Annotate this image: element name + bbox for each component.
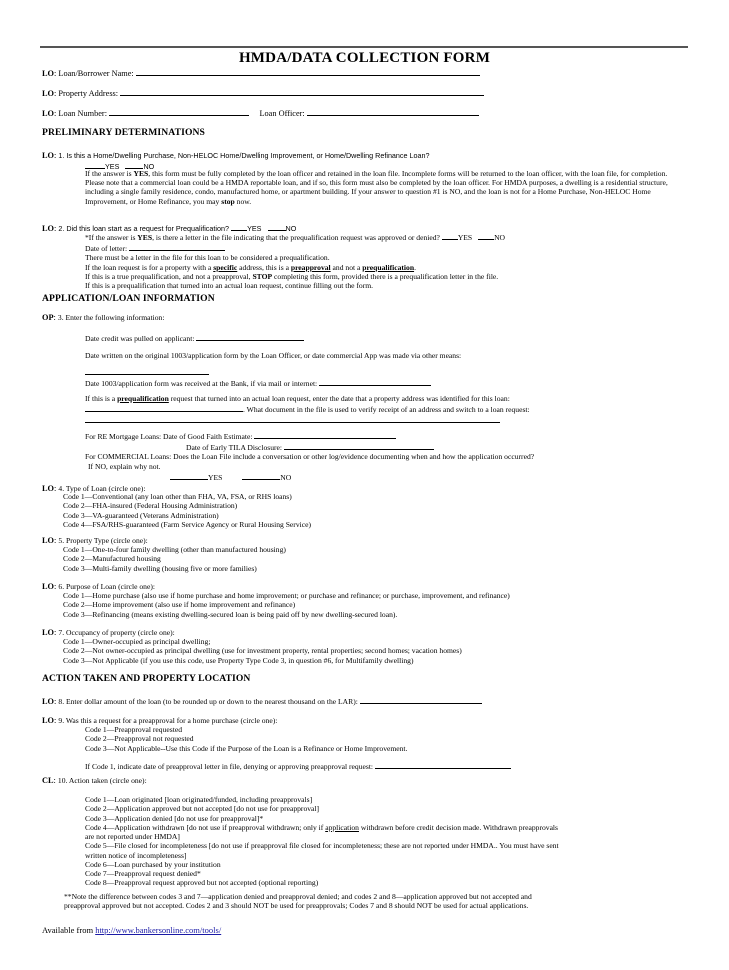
question-4-text: 4. Type of Loan (circle one): [58, 484, 146, 493]
q3-prequal-line-3 [85, 414, 685, 425]
loan-officer-input[interactable] [307, 107, 479, 116]
q2-text: . [414, 262, 416, 272]
q3-yes-label: YES [208, 472, 223, 482]
q3-prequal-line [85, 394, 685, 403]
q7-codes [63, 637, 462, 665]
question-10: CL: 10. Action taken (circle one): [42, 776, 147, 785]
loan-number-field[interactable]: LO: Loan Number: Loan Officer: [42, 107, 479, 119]
q3-tila-input[interactable] [284, 441, 434, 450]
q4-code-4[interactable]: Code 4—FSA/RHS-guaranteed (Farm Service Agency or Rural Housing Service) [63, 519, 312, 529]
q2-letter-no-blank[interactable] [478, 231, 494, 240]
role-label: LO [42, 109, 54, 118]
borrower-name-input[interactable] [136, 67, 480, 76]
q3-gfe-label: For RE Mortgage Loans: Date of Good Faith Estimate: [85, 432, 253, 441]
q5-code-1[interactable]: Code 1—One-to-four family dwelling (other than manufactured housing) [63, 545, 286, 554]
q9-date-input[interactable] [375, 760, 511, 769]
q9-followup [85, 760, 511, 771]
q2-line-1 [85, 231, 685, 242]
property-address-field[interactable]: LO: Property Address: [42, 87, 484, 99]
q2-line-4 [85, 263, 685, 272]
section-preliminary: PRELIMINARY DETERMINATIONS [42, 127, 205, 138]
q2-letter-yes-blank[interactable] [442, 231, 458, 240]
role-label: OP [42, 313, 54, 322]
q10-code-7[interactable]: Code 7—Preapproval request denied* [85, 869, 201, 879]
q6-code-2[interactable]: Code 2—Home improvement (also use if home improvement and refinance) [63, 600, 296, 610]
q3-text: If this is a [85, 394, 118, 403]
q2-text: If the loan request is for a property with a [85, 262, 214, 272]
q2-bold: YES [137, 233, 153, 242]
role-label: LO [42, 224, 54, 233]
q3-explain: If NO, explain why not. [88, 461, 161, 471]
question-9: LO: 9. Was this a request for a preapproval for a home purchase (circle one): [42, 716, 278, 725]
q3-commercial: For COMMERCIAL Loans: Does the Loan File include a conversation or other log/evidence documenting when and how the application occurred? [85, 452, 535, 462]
property-address-input[interactable] [120, 87, 484, 96]
q1-yes-label: YES [105, 162, 120, 171]
q6-codes [63, 591, 510, 619]
q6-code-1[interactable]: Code 1—Home purchase (also use if home purchase and home improvement; or purchase and refinance; or purchase, improvement, and refinance) [63, 591, 510, 600]
role-label: LO [42, 69, 54, 78]
q1-no-blank[interactable] [125, 160, 143, 169]
q2-letter-no: NO [494, 233, 506, 242]
question-8: LO: 8. Enter dollar amount of the loan (to be rounded up or down to the nearest thousand on the LAR): [42, 695, 482, 707]
q7-code-1[interactable]: Code 1—Owner-occupied as principal dwelling; [63, 637, 211, 646]
q1-yes-blank[interactable] [85, 160, 105, 169]
q6-code-3[interactable]: Code 3—Refinancing (means existing dwelling-secured loan is being paid off by new dwelling-secured loan). [63, 609, 398, 619]
loan-number-input[interactable] [109, 107, 249, 116]
q2-text: , is there a letter in the file indicating that the prequalification request was approved or denied? [152, 233, 440, 242]
q10-codes [85, 795, 685, 832]
q10-code-4[interactable] [85, 823, 685, 832]
role-label: LO [42, 582, 54, 591]
question-6-text: 6. Purpose of Loan (circle one): [58, 582, 155, 591]
q2-line-3: There must be a letter in the file for this loan to be considered a prequalification. [85, 253, 330, 263]
question-4: LO: 4. Type of Loan (circle one): [42, 484, 146, 493]
question-6: LO: 6. Purpose of Loan (circle one): [42, 582, 155, 591]
q2-bold: preapproval [290, 262, 331, 272]
q2-bold: STOP [252, 271, 273, 281]
q10-note-2: preapproval approved but not accepted. Codes 2 and 3 should NOT be used for preapprovals; Codes 7 and 8 should NOT be used for actual applications. [64, 901, 529, 911]
q1-note-part: , this form must be fully completed by the loan officer and retained in the loan file. Incomplete forms will be returned to the loan officer, with the loan file, for completion. Please note that a commercial loan could be a HMDA reportable loan, and if so, this form must also be completed by the loan officer. For HMDA purposes, a dwelling is a residential structure, including a single family residence, condo, manufactured home, or apartment building. If your answer to question #1 is NO, and the loan is not for a Home Purchase, Non-HELOC Home Improvement, or Home Refinance, you may [85, 169, 668, 206]
q3-written [85, 351, 461, 360]
q3-no-blank[interactable] [242, 471, 280, 480]
role-label: LO [42, 536, 54, 545]
q10-underlined: application [325, 822, 359, 832]
q10-code-4-cont-text: are not reported under HMDA] [85, 832, 180, 841]
q10-code-5[interactable]: Code 5—File closed for incompleteness [do not use if preapproval file closed for incompleteness; these are not reported under HMDA.. You must have sent [85, 841, 559, 851]
question-3-text: 3. Enter the following information: [57, 313, 165, 322]
q3-gfe-line [85, 430, 685, 441]
q2-yes-blank[interactable] [231, 222, 247, 231]
q3-received-input[interactable] [319, 377, 431, 386]
q3-credit [85, 332, 304, 343]
q3-received-label: Date 1003/application form was received at the Bank, if via mail or internet: [85, 379, 318, 388]
q1-note-bold: YES [133, 169, 149, 178]
q3-written-label: Date written on the original 1003/application form by the Loan Officer, or date commercial App was made via other means: [85, 351, 462, 360]
q10-code-1[interactable]: Code 1—Loan originated [loan originated/funded, including preapprovals] [85, 795, 313, 804]
q2-text: and not a [330, 262, 363, 272]
q2-yes-label: YES [247, 224, 262, 233]
q7-code-2[interactable]: Code 2—Not owner-occupied as principal dwelling (use for investment property, rental properties; second homes; vacation homes) [63, 646, 462, 656]
q9-followup-label: If Code 1, indicate date of preapproval letter in file, denying or approving preapproval request: [85, 762, 374, 771]
role-label: LO [42, 151, 54, 160]
q2-text: If this is a true prequalification, and not a preapproval, [85, 271, 253, 281]
question-7: LO: 7. Occupancy of property (circle one): [42, 628, 175, 637]
q4-code-1[interactable]: Code 1—Conventional (any loan other than FHA, VA, FSA, or RHS loans) [63, 492, 292, 501]
q2-bold: specific [213, 262, 238, 272]
q2-text: *If the answer is [85, 233, 138, 242]
borrower-name-label: Loan/Borrower Name: [58, 69, 134, 78]
q4-codes [63, 492, 311, 529]
q10-code-8[interactable]: Code 8—Preapproval request approved but not accepted (optional reporting) [85, 878, 319, 888]
q10-code-3[interactable]: Code 3—Application denied [do not use for preapproval]* [85, 813, 264, 823]
question-2: LO: 2. Did this loan start as a request for Prequalification? YES NO [42, 224, 297, 233]
role-label: LO [42, 484, 54, 493]
q9-code-2[interactable]: Code 2—Preapproval not requested [85, 734, 194, 744]
role-label: CL [42, 776, 54, 785]
question-1-text: 1. Is this a Home/Dwelling Purchase, Non-HELOC Home/Dwelling Improvement, or Home/Dwelling Refinance Loan? [58, 151, 430, 160]
q3-gfe-input[interactable] [254, 430, 396, 439]
q2-text: completing this form, provided there is a prequalification letter in the file. [272, 271, 499, 281]
q1-no-label: NO [143, 162, 155, 171]
property-address-label: Property Address: [58, 89, 119, 98]
question-5-text: 5. Property Type (circle one): [58, 536, 148, 545]
q2-no-blank[interactable] [268, 222, 286, 231]
role-label: LO [42, 628, 54, 637]
section-action: ACTION TAKEN AND PROPERTY LOCATION [42, 673, 251, 684]
q2-text: address, this is a [237, 262, 291, 272]
top-rule [40, 46, 688, 48]
q10-note [64, 892, 532, 911]
question-3: OP: 3. Enter the following information: [42, 313, 165, 322]
q9-code-3[interactable]: Code 3—Not Applicable--Use this Code if the Purpose of the Loan is a Refinance or Home Improvement. [85, 743, 408, 753]
role-label: LO [42, 716, 54, 725]
q10-text: withdrawn before credit decision made. Withdrawn preapprovals [358, 822, 559, 832]
question-8-text: 8. Enter dollar amount of the loan (to be rounded up or down to the nearest thousand on the LAR): [58, 697, 358, 706]
q3-prequal [85, 394, 685, 426]
q4-code-3[interactable]: Code 3—VA-guaranteed (Veterans Administration) [63, 510, 219, 520]
q10-code-4-cont [85, 832, 559, 888]
question-2-text: 2. Did this loan start as a request for Prequalification? [58, 224, 229, 233]
q2-line-2 [85, 242, 685, 253]
q10-code-2[interactable]: Code 2—Application approved but not accepted [do not use for preapproval] [85, 804, 320, 814]
q3-address-date-input[interactable] [85, 403, 243, 412]
q4-code-2[interactable]: Code 2—FHA-insured (Federal Housing Administration) [63, 501, 238, 511]
q3-prequal-line-2 [85, 403, 685, 414]
footer-prefix: Available from [42, 925, 96, 935]
question-9-text: 9. Was this a request for a preapproval for a home purchase (circle one): [58, 716, 278, 725]
q7-code-3[interactable]: Code 3—Not Applicable (if you use this code, use Property Type Code 3, in question #6, for Multifamily dwelling) [63, 655, 414, 665]
q3-credit-input[interactable] [196, 332, 304, 341]
role-label: LO [42, 89, 54, 98]
q2-no-label: NO [285, 224, 297, 233]
q1-note-part: now. [234, 196, 252, 206]
q3-tila-label: Date of Early TILA Disclosure: [186, 443, 283, 453]
q1-note-part: If the answer is [85, 169, 134, 178]
q9-code-1[interactable]: Code 1—Preapproval requested [85, 725, 183, 734]
q3-received [85, 377, 431, 388]
question-7-text: 7. Occupancy of property (circle one): [58, 628, 175, 637]
q9-codes [85, 725, 407, 753]
q8-amount-input[interactable] [360, 695, 482, 704]
question-1: LO: 1. Is this a Home/Dwelling Purchase, Non-HELOC Home/Dwelling Improvement, or Home/Dwelling Refinance Loan? [42, 151, 430, 160]
q10-code-5-cont: written notice of incompleteness] [85, 850, 187, 860]
loan-number-label: Loan Number: [58, 109, 108, 118]
role-label: LO [42, 697, 54, 706]
question-5: LO: 5. Property Type (circle one): [42, 536, 148, 545]
footer [42, 925, 221, 935]
q3-document-input[interactable] [85, 414, 500, 423]
q10-note-1: **Note the difference between codes 3 and 7—application denied and preapproval denied; and codes 2 and 8—application approved but not accepted and [64, 892, 532, 901]
q3-no-label: NO [280, 472, 292, 482]
footer-link[interactable]: http://www.bankersonline.com/tools/ [95, 925, 222, 935]
q3-text: request that turned into an actual loan request, enter the date that a property address was identified for this loan: [168, 394, 510, 403]
q2-bold: prequalification [362, 262, 415, 272]
q2-line-6: If this is a prequalification that turned into an actual loan request, continue filling out the form. [85, 281, 374, 291]
q3-tila-line [85, 441, 685, 452]
q3-mortgage [85, 430, 685, 482]
form-title: HMDA/DATA COLLECTION FORM [238, 50, 491, 66]
loan-officer-label: Loan Officer: [259, 109, 305, 118]
q5-code-2[interactable]: Code 2—Manufactured housing [63, 554, 161, 564]
question-10-text: 10. Action taken (circle one): [57, 776, 147, 785]
q3-credit-label: Date credit was pulled on applicant: [85, 334, 195, 343]
q2-date-input[interactable] [129, 242, 225, 251]
q3-yes-blank[interactable] [170, 471, 208, 480]
q5-code-3[interactable]: Code 3—Multi-family dwelling (housing five or more families) [63, 563, 257, 573]
section-application: APPLICATION/LOAN INFORMATION [42, 293, 215, 304]
q3-bold: prequalification [117, 394, 169, 403]
q2-letter-yes: YES [457, 233, 473, 242]
q10-code-6[interactable]: Code 6—Loan purchased by your institution [85, 859, 221, 869]
borrower-name-field[interactable]: LO: Loan/Borrower Name: [42, 67, 480, 79]
question-2-details [85, 231, 685, 290]
q10-text: Code 4—Application withdrawn [do not use if preapproval withdrawn; only if [85, 822, 326, 832]
q5-codes [63, 545, 286, 573]
q2-date-label: Date of letter: [85, 244, 128, 254]
q2-line-5 [85, 272, 685, 281]
q3-yes-no [85, 471, 685, 482]
question-1-note [85, 169, 688, 206]
q1-note-stop: stop [221, 196, 235, 206]
q3-text: . What document in the file is used to verify receipt of an address and switch to a loan request: [243, 405, 530, 415]
